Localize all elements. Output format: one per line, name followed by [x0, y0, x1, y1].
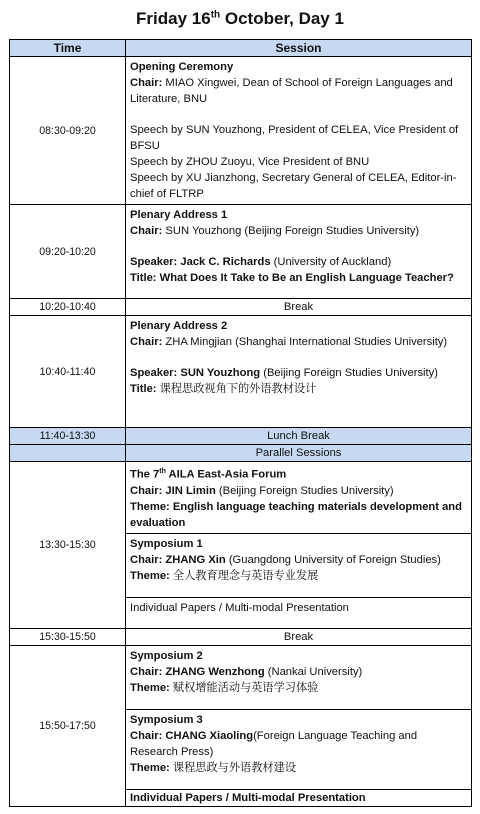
- time-cell: 09:20-10:20: [10, 205, 126, 299]
- session-header: Session: [126, 40, 472, 57]
- time-cell: 15:50-17:50: [10, 646, 126, 807]
- page-title: Friday 16th October, Day 1: [136, 9, 344, 28]
- table-row: [10, 629, 472, 646]
- session-cell: Plenary Address 1 Chair: SUN Youzhong (Beijing Foreign Studies University) Speaker: Jack C. Richards (University of Auckland) Title: What Does It Take to Be an English Language Teacher?: [126, 205, 472, 299]
- table-row: [10, 316, 472, 428]
- session-cell: Symposium 1 Chair: ZHANG Xin (Guangdong University of Foreign Studies) Theme: 全人教育理念与英语专业发展: [126, 534, 472, 598]
- time-cell: 08:30-09:20: [10, 57, 126, 205]
- parallel-sessions-cell: Parallel Sessions: [126, 445, 472, 462]
- table-row: [10, 462, 472, 534]
- session-cell: The 7th AILA East-Asia Forum Chair: JIN Limin (Beijing Foreign Studies University) Theme: English language teaching materials development and evaluation: [126, 462, 472, 534]
- session-cell: Opening Ceremony Chair: MIAO Xingwei, Dean of School of Foreign Languages and Literature, BNU Speech by SUN Youzhong, President of CELEA, Vice President of BFSU Speech by ZHOU Zuoyu, Vice President of BNU Speech by XU Jianzhong, Secretary General of CELEA, Editor-in-chief of FLTRP: [126, 57, 472, 205]
- break-cell: Break: [126, 299, 472, 316]
- session-cell: Plenary Address 2 Chair: ZHA Mingjian (Shanghai International Studies University) Speaker: SUN Youzhong (Beijing Foreign Studies University) Title: 课程思政视角下的外语教材设计: [126, 316, 472, 428]
- break-cell: Lunch Break: [126, 428, 472, 445]
- time-cell: 10:40-11:40: [10, 316, 126, 428]
- time-cell: 10:20-10:40: [10, 299, 126, 316]
- table-row: [10, 299, 472, 316]
- session-cell: Individual Papers / Multi-modal Presentation: [126, 790, 472, 807]
- table-row: [10, 57, 472, 205]
- table-row: [10, 428, 472, 445]
- empty-time-cell: [10, 445, 126, 462]
- session-cell: Individual Papers / Multi-modal Presentation: [126, 598, 472, 629]
- time-header: Time: [10, 40, 126, 57]
- session-cell: Symposium 3 Chair: CHANG Xiaoling(Foreign Language Teaching and Research Press) Theme: 课程思政与外语教材建设: [126, 710, 472, 790]
- table-row: [10, 646, 472, 710]
- time-cell: 15:30-15:50: [10, 629, 126, 646]
- schedule-table: [9, 39, 472, 807]
- table-row: [10, 205, 472, 299]
- table-row: [10, 445, 472, 462]
- session-cell: Symposium 2 Chair: ZHANG Wenzhong (Nankai University) Theme: 赋权增能活动与英语学习体验: [126, 646, 472, 710]
- break-cell: Break: [126, 629, 472, 646]
- time-cell: 13:30-15:30: [10, 462, 126, 629]
- time-cell: 11:40-13:30: [10, 428, 126, 445]
